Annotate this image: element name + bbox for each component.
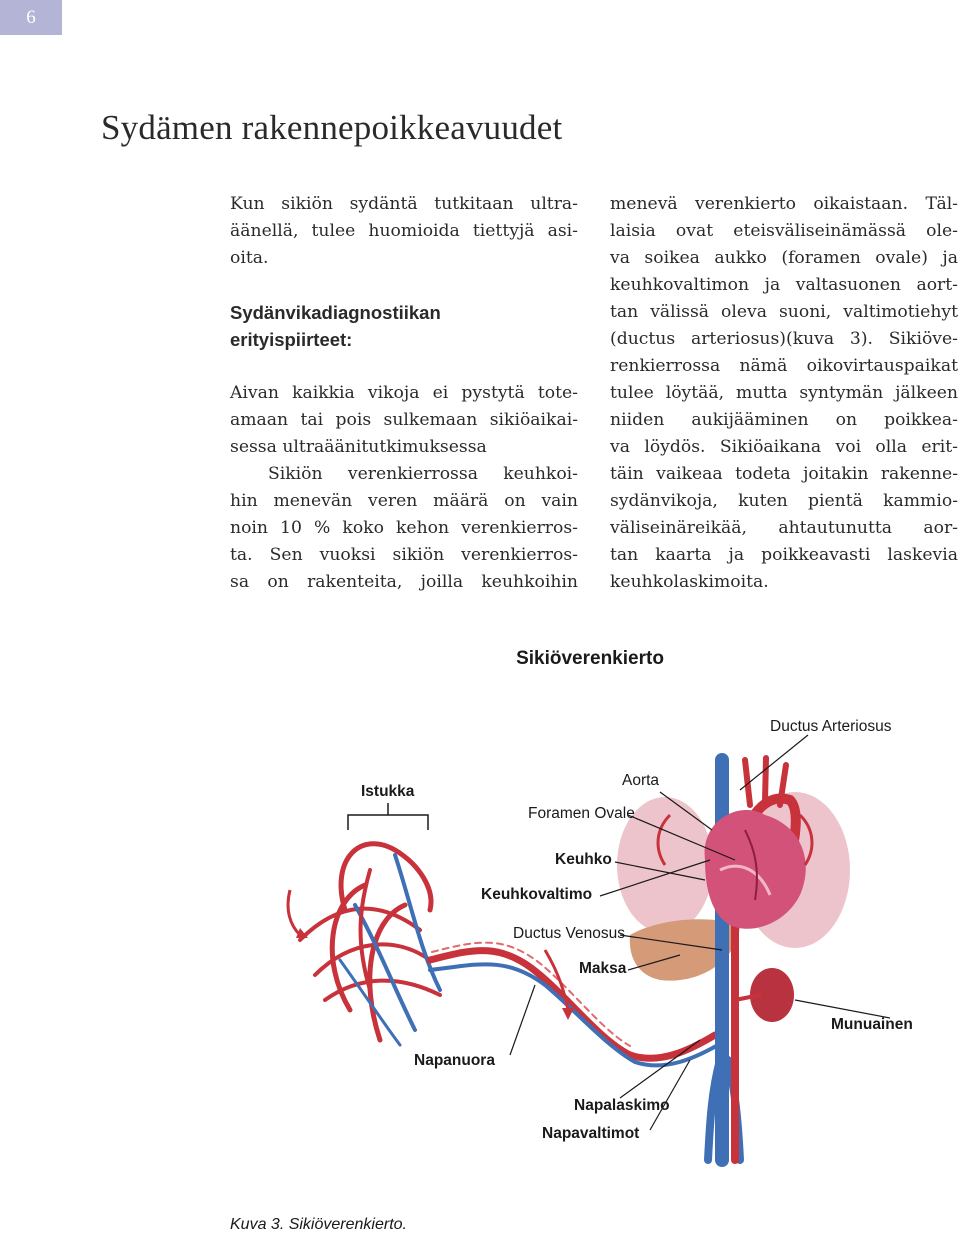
figure-title: Sikiöverenkierto [516, 648, 664, 669]
label-istukka: Istukka [361, 783, 415, 800]
body-text-line: Aivan kaikkia vikoja ei pystytä tote- [230, 383, 578, 403]
body-text-line: va löydös. Sikiöaikana voi olla erit- [610, 437, 958, 457]
body-text-line: amaan tai pois sulkemaan sikiöaikai- [230, 410, 578, 430]
body-text-line: täin vaikeaa todeta joitakin rakenne- [610, 464, 958, 484]
body-text-line: (ductus arteriosus)(kuva 3). Sikiöve- [610, 329, 958, 349]
body-text-line: menevä verenkierto oikaistaan. Täl- [610, 194, 958, 214]
label-aorta: Aorta [622, 772, 660, 789]
label-napalaskimo: Napalaskimo [574, 1097, 670, 1114]
label-ductus-arteriosus: Ductus Arteriosus [770, 718, 892, 735]
body-text-line: tulee löytää, mutta syntymän jälkeen [610, 383, 958, 403]
body-text-line: sessa ultraäänitutkimuksessa [230, 437, 487, 457]
body-text-line: noin 10 % koko kehon verenkierros- [230, 518, 578, 538]
body-text-line: Sikiön verenkierrossa keuhkoi- [268, 464, 578, 484]
label-munuainen: Munuainen [831, 1016, 913, 1033]
body-text-line: oita. [230, 248, 269, 268]
placenta-bracket [348, 803, 428, 830]
body-text-line: niiden aukijääminen on poikkea- [610, 410, 958, 430]
body-text-line: Kun sikiön sydäntä tutkitaan ultra- [230, 194, 578, 214]
label-napavaltimot: Napavaltimot [542, 1125, 640, 1142]
placenta-illustration [300, 844, 440, 1045]
body-text-line: tan välissä oleva suoni, valtimotiehyt [610, 302, 958, 322]
label-foramen-ovale: Foramen Ovale [528, 805, 635, 822]
body-text-line: sydänvikoja, kuten pientä kammio- [610, 491, 958, 511]
section-title: Sydämen rakennepoikkeavuudet [101, 108, 563, 147]
page-number: 6 [0, 0, 62, 35]
body-text-line: ta. Sen vuoksi sikiön verenkierros- [230, 545, 578, 565]
body-text-line: tan kaarta ja poikkeavasti laskevia [610, 545, 958, 565]
body-text-line: hin menevän veren määrä on vain [230, 491, 578, 511]
body-text-line: sa on rakenteita, joilla keuhkoihin [230, 572, 578, 592]
body-text-line: väliseinäreikää, ahtautunutta aor- [610, 518, 958, 538]
figure-caption: Kuva 3. Sikiöverenkierto. [230, 1216, 407, 1233]
subheading-line: Sydänvikadiagnostiikan [230, 302, 441, 323]
label-maksa: Maksa [579, 960, 627, 977]
subheading-line: erityispiirteet: [230, 329, 353, 350]
body-text-line: renkierrossa nämä oikovirtauspaikat [610, 356, 958, 376]
label-keuhko: Keuhko [555, 851, 612, 868]
label-napanuora: Napanuora [414, 1052, 495, 1069]
body-text-line: va soikea aukko (foramen ovale) ja [610, 248, 958, 268]
body-text-line: laisia ovat eteisväliseinämässä ole- [610, 221, 958, 241]
body-text-line: keuhkovaltimon ja valtasuonen aort- [610, 275, 958, 295]
body-text-line: äänellä, tulee huomioida tiettyjä asi- [230, 221, 578, 241]
label-keuhkovaltimo: Keuhkovaltimo [481, 886, 593, 903]
body-text-line: keuhkolaskimoita. [610, 572, 769, 592]
label-ductus-venosus: Ductus Venosus [513, 925, 626, 942]
